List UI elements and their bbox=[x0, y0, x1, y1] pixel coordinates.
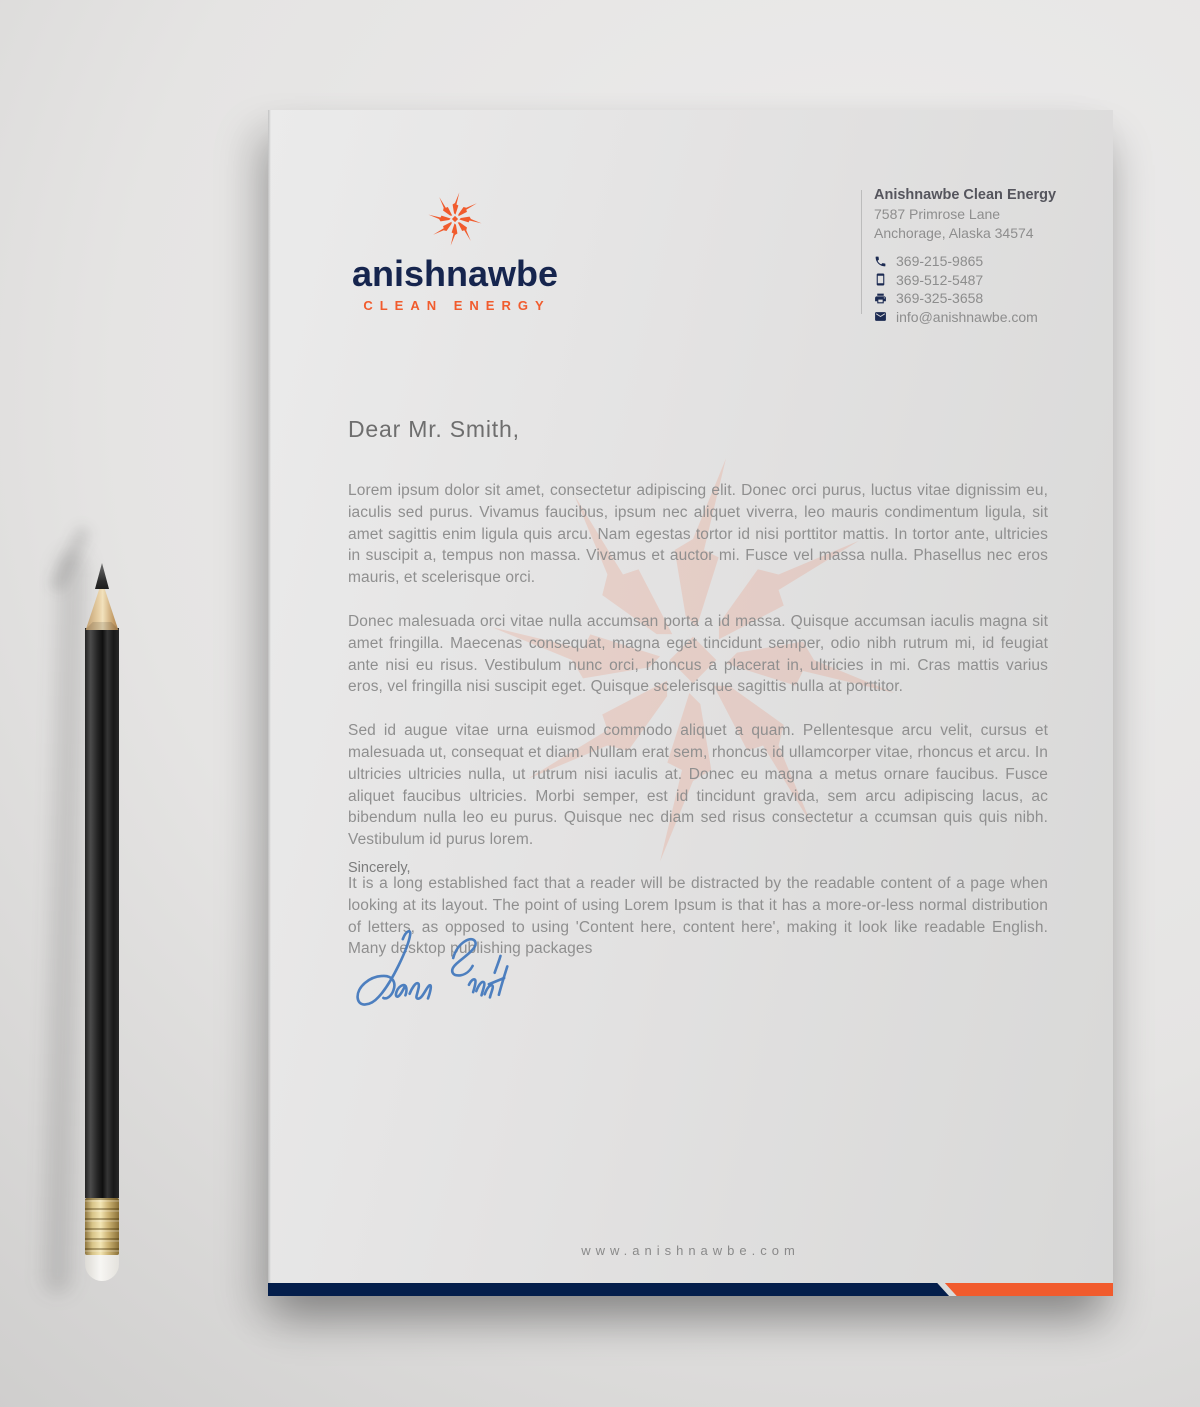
letter-paper bbox=[268, 110, 1113, 1296]
paragraph-3: Sed id augue vitae urna euismod commodo aliquet a quam. Pellentesque arcu velit, cursus et malesuada ut, consequat et diam. Nullam erat sem, rhoncus id ullamcorper vitae, rhoncus et arcu. In ultricies ultricies nulla, ut rutrum nisi iaculis at. Donec eu magna a metus ornare faucibus. Fusce aliquet faucibus ultricies. Morbi semper, est id tincidunt gravida, sem arcu adipiscing lacus, ac bibendum nulla leo eu purus. Quisque nec diam sed risus consectetur a ccumsan quis quis nibh. Vestibulum id purus lorem. bbox=[348, 722, 1048, 849]
website-footer: www.anishnawbe.com bbox=[581, 1243, 800, 1258]
pencil-wood bbox=[85, 586, 119, 630]
email-address: info@anishnawbe.com bbox=[896, 308, 1038, 325]
phone-icon bbox=[874, 255, 887, 268]
salutation: Dear Mr. Smith, bbox=[348, 416, 520, 442]
address-line-1: 7587 Primrose Lane bbox=[874, 206, 1001, 222]
mobile-icon bbox=[874, 273, 887, 286]
logo bbox=[350, 190, 560, 313]
pencil-ferrule bbox=[85, 1198, 119, 1255]
letter-body bbox=[348, 480, 1048, 982]
company-name: Anishnawbe Clean Energy bbox=[874, 187, 1057, 203]
phone-number: 369-215-9865 bbox=[896, 253, 984, 270]
fax-number: 369-325-3658 bbox=[896, 290, 984, 307]
address-line-2: Anchorage, Alaska 34574 bbox=[874, 225, 1034, 241]
logo-tagline: CLEAN ENERGY bbox=[363, 298, 551, 313]
email-row bbox=[874, 308, 1104, 327]
pencil-eraser bbox=[85, 1255, 119, 1281]
pencil-graphite-tip bbox=[95, 563, 109, 589]
contact-block bbox=[874, 186, 1104, 326]
contact-divider bbox=[861, 190, 862, 314]
signature-john-smith bbox=[344, 918, 512, 1018]
paragraph-4: It is a long established fact that a reader will be distracted by the readable content of a page when looking at its layout. The point of using Lorem Ipsum is that it has a more-or-less normal distribution of letters, as opposed to using 'Content here, content here', making it look like readable English. Many desktop publishing packages bbox=[348, 874, 1048, 958]
footer-bar bbox=[268, 1283, 1113, 1296]
paragraph-1: Lorem ipsum dolor sit amet, consectetur adipiscing elit. Donec orci purus, luctus vitae dignissim eu, iaculis sed purus. Vivamus faucibus, ipsum nec aliquet viverra, leo mauris condimentum ligula, sit amet sagittis enim ligula quis arcu. Nam egestas tortor id nisi porttitor mattis. In tortor ante, ultricies in suscipit a, tempus non massa. Vivamus et auctor mi. Fusce vel massa nulla. Phasellus nec eros mauris, et scelerisque orci. bbox=[348, 482, 1048, 587]
mobile-row bbox=[874, 271, 1104, 290]
logo-wordmark: anishnawbe bbox=[351, 253, 559, 294]
pencil-shadow bbox=[42, 552, 88, 1294]
paragraph-2: Donec malesuada orci vitae nulla accumsan porta a id massa. Quisque accumsan iaculis magna sit amet fringilla. Maecenas consequat, magna eget tincidunt semper, odio nibh rutrum mi, id feugiat ante nisi eu risus. Vestibulum nunc orci, rhoncus a placerat in, ultricies in mi. Cras mattis varius eros, vel fringilla nisi suscipit eget. Quisque scelerisque sagittis nulla at porttitor. bbox=[348, 612, 1048, 696]
closing: Sincerely, bbox=[348, 860, 411, 876]
pencil-body bbox=[85, 628, 119, 1198]
pencil bbox=[84, 558, 120, 1284]
email-envelope-icon bbox=[874, 310, 887, 323]
fax-printer-icon bbox=[874, 292, 887, 305]
fax-row bbox=[874, 289, 1104, 308]
mobile-number: 369-512-5487 bbox=[896, 271, 984, 288]
phone-row bbox=[874, 252, 1104, 271]
starburst-icon bbox=[426, 190, 484, 248]
signature-name-text bbox=[268, 110, 269, 111]
